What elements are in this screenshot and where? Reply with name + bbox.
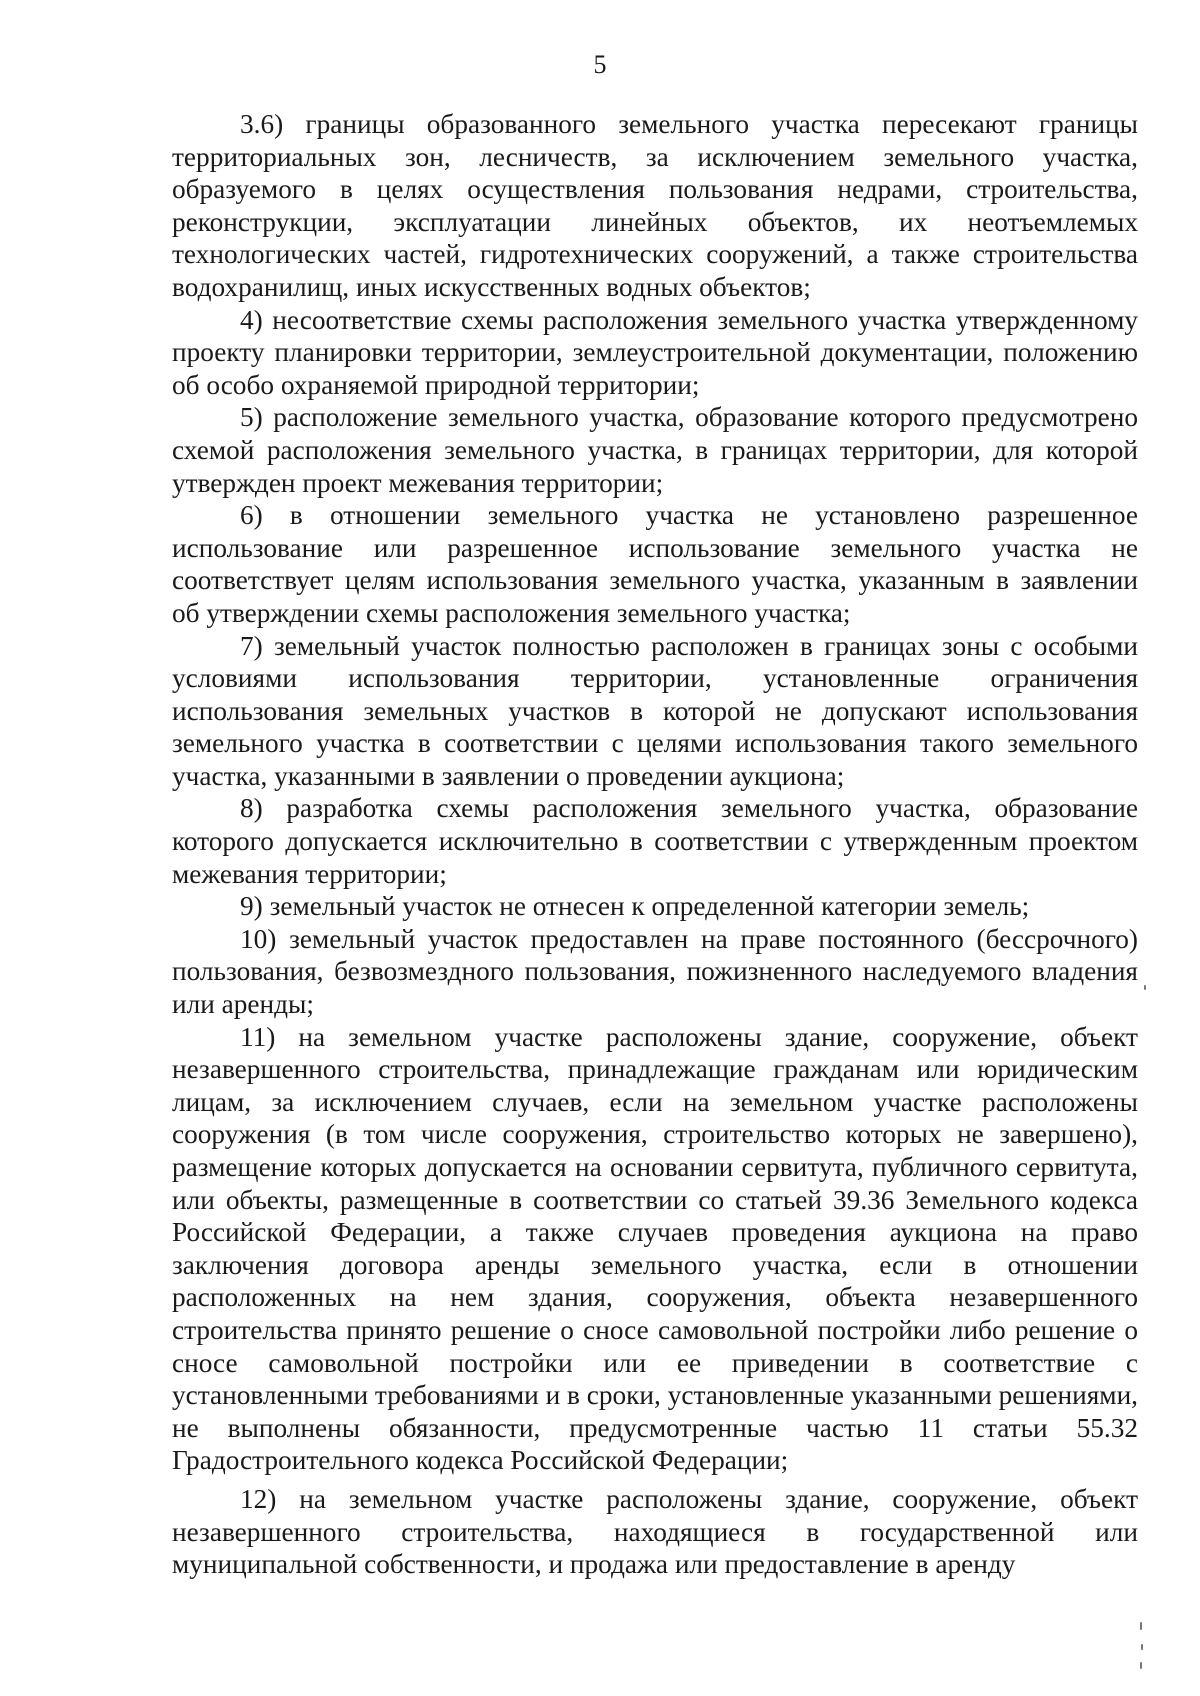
paragraph-3-6: 3.6) границы образованного земельного участка пересекают границы территориальных зон, лесничеств, за исключением земельного участка, образуемого в целях осуществления пользования недрами, строительства, реконструкции, эксплуатации линейных объектов, их неотъемлемых технологических частей, гидротехнических сооружений, а также строительства водохранилищ, иных искусственных водных объектов; bbox=[172, 109, 1138, 302]
paragraph-7: 7) земельный участок полностью расположен в границах зоны с особыми условиями использования территории, установленные ограничения использования земельных участков в которой не допускают использования земельного участка в соответствии с целями использования такого земельного участка, указанными в заявлении о проведении аукциона; bbox=[172, 630, 1138, 791]
document-body bbox=[172, 108, 1138, 1581]
paragraph-6: 6) в отношении земельного участка не установлено разрешенное использование или разрешенное использование земельного участка не соответствует целям использования земельного участка, указанным в заявлении об утверждении схемы расположения земельного участка; bbox=[172, 500, 1138, 628]
paragraph-9: 9) земельный участок не отнесен к определенной категории земель; bbox=[240, 891, 1030, 922]
paragraph-4: 4) несоответствие схемы расположения земельного участка утвержденному проекту планировки территории, землеустроительной документации, положению об особо охраняемой природной территории; bbox=[172, 304, 1138, 400]
page-number: 5 bbox=[593, 50, 607, 79]
paragraph-8: 8) разработка схемы расположения земельного участка, образование которого допускается исключительно в соответствии с утвержденным проектом межевания территории; bbox=[172, 793, 1138, 889]
paragraph-11: 11) на земельном участке расположены здание, сооружение, объект незавершенного строительства, принадлежащие гражданам или юридическим лицам, за исключением случаев, если на земельном участке расположены сооружения (в том числе сооружения, строительство которых не завершено), размещение которых допускается на основании сервитута, публичного сервитута, или объекты, размещенные в соответствии со статьей 39.36 Земельного кодекса Российской Федерации, а также случаев проведения аукциона на право заключения договора аренды земельного участка, если в отношении расположенных на нем здания, сооружения, объекта незавершенного строительства принято решение о сносе самовольной постройки либо решение о сносе самовольной постройки или ее приведении в соответствие с установленными требованиями и в сроки, установленные указанными решениями, не выполнены обязанности, предусмотренные частью 11 статьи 55.32 Градостроительного кодекса Российской Федерации; bbox=[172, 1021, 1139, 1476]
paragraph-5: 5) расположение земельного участка, образование которого предусмотрено схемой расположения земельного участка, в границах территории, для которой утвержден проект межевания территории; bbox=[172, 402, 1138, 498]
paragraph-12: 12) на земельном участке расположены здание, сооружение, объект незавершенного строительства, находящиеся в государственной или муниципальной собственности, и продажа или предоставление в аренду bbox=[172, 1483, 1138, 1580]
paragraph-10: 10) земельный участок предоставлен на праве постоянного (бессрочного) пользования, безвозмездного пользования, пожизненного наследуемого владения или аренды; bbox=[172, 923, 1138, 1020]
